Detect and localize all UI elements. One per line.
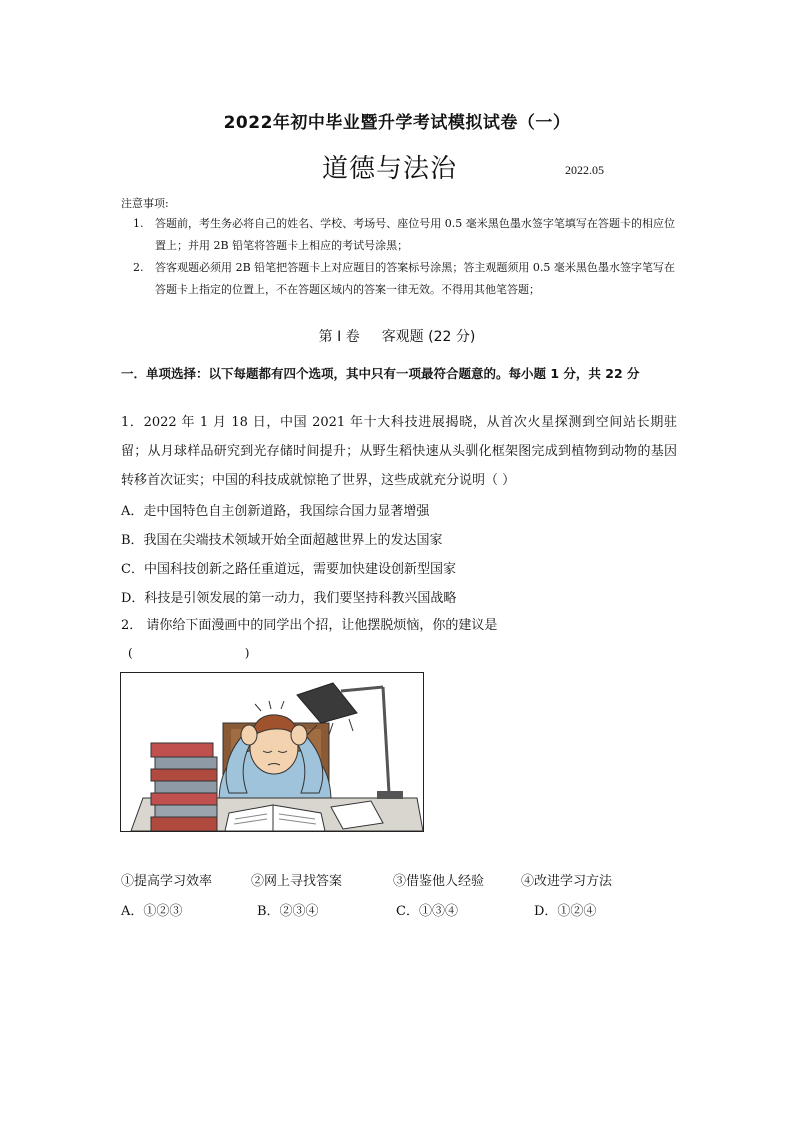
question-1-option-c: C．中国科技创新之路任重道远，需要加快建设创新型国家 xyxy=(121,562,456,577)
choice-2: ②网上寻找答案 xyxy=(251,874,343,889)
cartoon-illustration xyxy=(121,673,423,831)
note-item-2 xyxy=(133,257,675,301)
question-1-stem: 1．2022 年 1 月 18 日，中国 2021 年十大科技进展揭晓，从首次火星探测到空间站长期驻留；从月球样品研究到光存储时间提升；从野生稻快速从头驯化框架图完成到植物到动物的基因转移首次证实；中国的科技成就惊艳了世界，这些成就充分说明（ ） xyxy=(121,415,677,488)
answer-option-a: A．①②③ xyxy=(121,904,183,919)
note-text: 答客观题必须用 2B 铅笔把答题卡上对应题目的答案标号涂黑；答主观题须用 0.5 毫米黑色墨水签字笔写在答题卡上指定的位置上，不在答题区域内的答案一律无效。不得用其他笔答题； xyxy=(155,261,675,296)
note-text: 答题前，考生务必将自己的姓名、学校、考场号、座位号用 0.5 毫米黑色墨水签字笔填写在答题卡的相应位置上；并用 2B 铅笔将答题卡上相应的考试号涂黑； xyxy=(155,217,675,252)
question-1-option-d: D．科技是引领发展的第一动力，我们要坚持科教兴国战略 xyxy=(121,591,457,606)
answer-option-d: D．①②④ xyxy=(534,904,597,919)
exam-title: 2022年初中毕业暨升学考试模拟试卷（一） xyxy=(223,113,571,133)
question-1-option-a: A．走中国特色自主创新道路，我国综合国力显著增强 xyxy=(121,504,430,519)
volume-label: 第 I 卷 xyxy=(318,329,360,345)
choice-3: ③借鉴他人经验 xyxy=(393,874,485,889)
subject-title: 道德与法治 xyxy=(322,154,458,184)
exam-date: 2022.05 xyxy=(565,163,604,177)
notes-heading: 注意事项: xyxy=(121,197,169,210)
part-instruction: 一．单项选择：以下每题都有四个选项，其中只有一项最符合题意的。每小题 1 分，共 22 分 xyxy=(121,366,640,381)
note-number: 1. xyxy=(133,217,144,230)
paren-open: ( xyxy=(128,646,133,660)
answer-option-c: C．①③④ xyxy=(396,904,458,919)
answer-blank xyxy=(128,646,249,660)
question-2-stem: 2． 请你给下面漫画中的同学出个招，让他摆脱烦恼，你的建议是 xyxy=(121,618,498,633)
choice-1: ①提高学习效率 xyxy=(121,874,213,889)
section-name: 客观题 (22 分) xyxy=(381,329,476,345)
question-1-option-b: B．我国在尖端技术领域开始全面超越世界上的发达国家 xyxy=(121,533,443,548)
paren-close: ) xyxy=(244,646,250,660)
choice-4: ④改进学习方法 xyxy=(521,874,613,889)
note-number: 2. xyxy=(133,261,144,274)
note-item-1 xyxy=(133,213,675,257)
section-heading xyxy=(0,326,794,346)
stressed-student-cartoon xyxy=(120,672,424,832)
answer-option-b: B．②③④ xyxy=(257,904,319,919)
